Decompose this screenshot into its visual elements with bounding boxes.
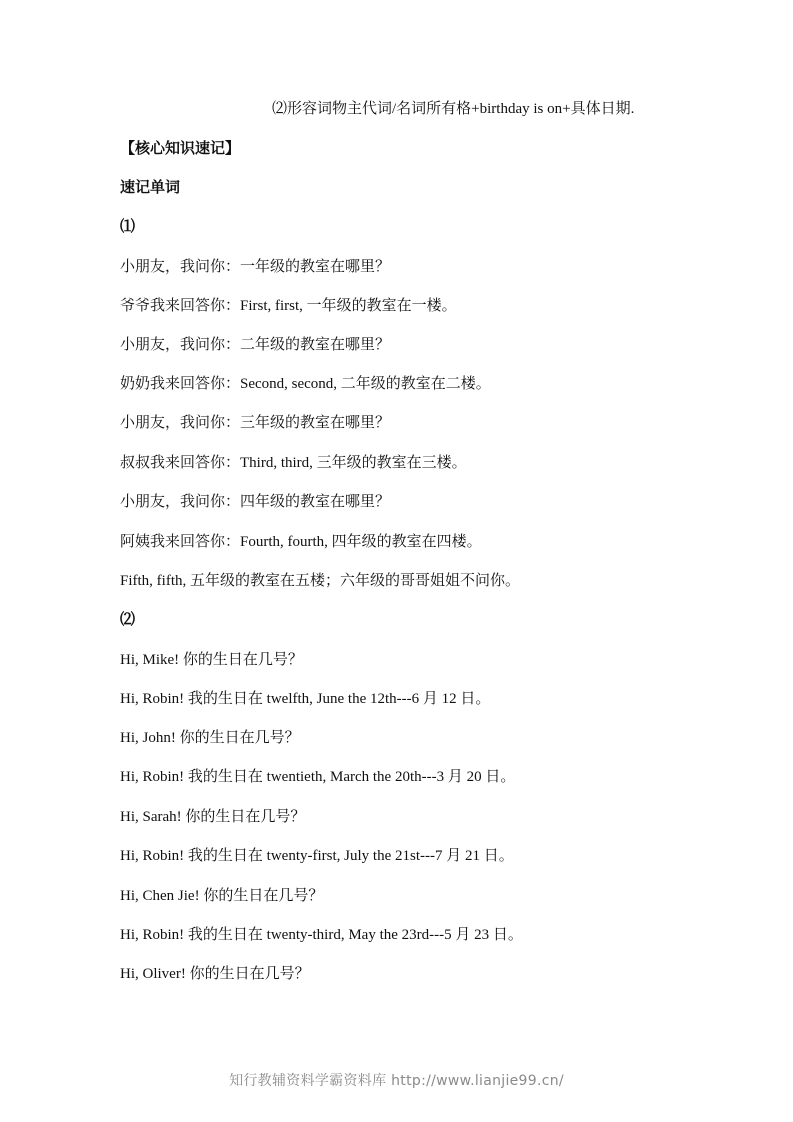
rhyme-line: 奶奶我来回答你：Second, second, 二年级的教室在二楼。 (120, 376, 491, 392)
rhyme-line: 阿姨我来回答你：Fourth, fourth, 四年级的教室在四楼。 (120, 534, 482, 550)
rhyme-line: 小朋友，我问你：二年级的教室在哪里？ (120, 337, 391, 353)
dialogue-line: Hi, Mike! 你的生日在几号？ (120, 652, 303, 668)
dialogue-line: Hi, Robin! 我的生日在 twentieth, March the 20th---3 月 20 日。 (120, 769, 516, 785)
dialogue-line: Hi, Robin! 我的生日在 twelfth, June the 12th---6 月 12 日。 (120, 691, 491, 707)
rhyme-line: 小朋友，我问你：一年级的教室在哪里？ (120, 259, 391, 275)
part-1-label: ⑴ (120, 217, 136, 235)
subsection-title: 速记单词 (120, 178, 181, 196)
dialogue-line: Hi, Sarah! 你的生日在几号？ (120, 809, 306, 825)
rhyme-line: 小朋友，我问你：三年级的教室在哪里？ (120, 415, 391, 431)
dialogue-line: Hi, Robin! 我的生日在 twenty-first, July the 21st---7 月 21 日。 (120, 848, 514, 864)
dialogue-line: Hi, Oliver! 你的生日在几号？ (120, 966, 310, 982)
intro-line: ⑵形容词物主代词/名词所有格+birthday is on+具体日期. (272, 101, 635, 117)
section-title: 【核心知识速记】 (120, 139, 241, 157)
rhyme-line: 小朋友，我问你：四年级的教室在哪里？ (120, 494, 391, 510)
rhyme-line: 叔叔我来回答你：Third, third, 三年级的教室在三楼。 (120, 455, 467, 471)
footer-watermark: 知行教辅资料学霸资料库 http://www.lianjie99.cn/ (229, 1073, 564, 1089)
dialogue-line: Hi, Chen Jie! 你的生日在几号？ (120, 888, 324, 904)
part-2-label: ⑵ (120, 610, 136, 628)
rhyme-line: Fifth, fifth, 五年级的教室在五楼；六年级的哥哥姐姐不问你。 (120, 573, 520, 589)
dialogue-line: Hi, John! 你的生日在几号？ (120, 730, 300, 746)
rhyme-line: 爷爷我来回答你：First, first, 一年级的教室在一楼。 (120, 298, 457, 314)
dialogue-line: Hi, Robin! 我的生日在 twenty-third, May the 23rd---5 月 23 日。 (120, 927, 523, 943)
